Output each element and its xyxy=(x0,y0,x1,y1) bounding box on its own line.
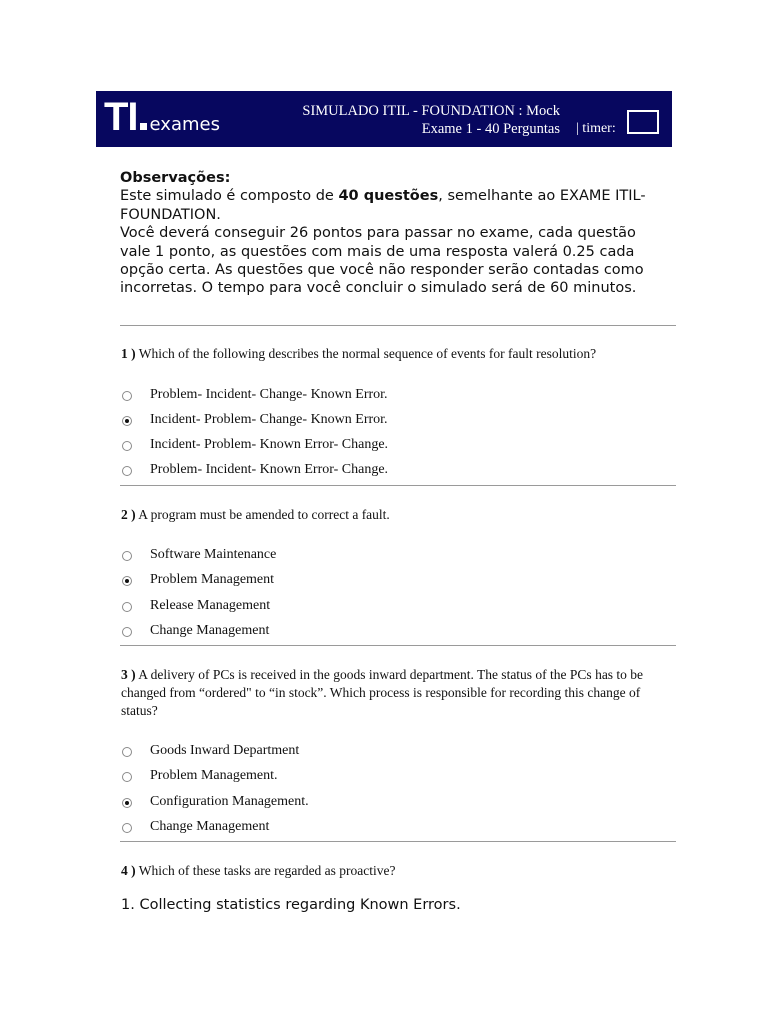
question-number: 4 ) xyxy=(121,863,136,878)
timer-label: | timer: xyxy=(576,121,616,136)
header-banner xyxy=(96,91,672,147)
option-label: Incident- Problem- Known Error- Change. xyxy=(150,437,389,452)
question-4-list-item: 1. Collecting statistics regarding Known Errors. xyxy=(121,897,461,913)
radio-button[interactable] xyxy=(122,441,132,451)
exam-title-line1: SIMULADO ITIL - FOUNDATION : Mock xyxy=(302,103,560,119)
observations-heading: Observações: xyxy=(120,170,231,186)
option-label: Problem- Incident- Change- Known Error. xyxy=(150,387,388,402)
option-label: Change Management xyxy=(150,819,270,834)
logo-dot xyxy=(140,123,147,130)
radio-button[interactable] xyxy=(122,627,132,637)
divider xyxy=(120,325,676,326)
observations-text-after: , semelhante ao EXAME ITIL-FOUNDATION. xyxy=(120,188,646,223)
question-number: 1 ) xyxy=(121,346,136,361)
timer-display xyxy=(627,110,659,134)
option-label: Problem Management xyxy=(150,572,275,587)
ti-exames-logo xyxy=(104,95,220,140)
option-label: Goods Inward Department xyxy=(150,743,300,758)
radio-button[interactable] xyxy=(122,747,132,757)
option-label: Problem Management. xyxy=(150,768,278,783)
question-3 xyxy=(121,666,661,720)
exam-title xyxy=(292,102,560,138)
observations-block xyxy=(120,169,660,298)
radio-button-selected[interactable] xyxy=(122,416,132,426)
radio-button[interactable] xyxy=(122,772,132,782)
option-label: Configuration Management. xyxy=(150,794,309,809)
radio-button[interactable] xyxy=(122,823,132,833)
option-label: Release Management xyxy=(150,598,271,613)
radio-button-selected[interactable] xyxy=(122,576,132,586)
question-number: 3 ) xyxy=(121,667,136,682)
question-text: Which of the following describes the normal sequence of events for fault resolution? xyxy=(138,346,597,361)
question-1 xyxy=(121,345,661,363)
observations-rules: Você deverá conseguir 26 pontos para passar no exame, cada questão vale 1 ponto, as questões com mais de uma resposta valerá 0.25 cada opção certa. As questões que você não responder serão contadas como incorretas. O tempo para você concluir o simulado será de 60 minutos. xyxy=(120,225,644,297)
exam-title-line2: Exame 1 - 40 Perguntas xyxy=(421,121,560,137)
radio-button[interactable] xyxy=(122,551,132,561)
radio-button[interactable] xyxy=(122,466,132,476)
question-text: Which of these tasks are regarded as proactive? xyxy=(138,863,396,878)
radio-button-selected[interactable] xyxy=(122,798,132,808)
question-text: A program must be amended to correct a fault. xyxy=(138,507,390,522)
divider xyxy=(120,841,676,842)
question-text: A delivery of PCs is received in the goods inward department. The status of the PCs has to be changed from “ordered" to “in stock”. Which process is responsible for recording this change of status? xyxy=(121,667,644,718)
logo-exames-text: exames xyxy=(149,114,220,135)
logo-ti-text: TI xyxy=(104,95,138,139)
observations-text-before: Este simulado é composto de xyxy=(120,188,339,205)
option-label: Change Management xyxy=(150,623,270,638)
radio-button[interactable] xyxy=(122,391,132,401)
option-label: Incident- Problem- Change- Known Error. xyxy=(150,412,388,427)
radio-button[interactable] xyxy=(122,602,132,612)
option-label: Software Maintenance xyxy=(150,547,277,562)
question-2 xyxy=(121,506,661,524)
observations-bold: 40 questões xyxy=(338,188,439,205)
divider xyxy=(120,485,676,486)
question-number: 2 ) xyxy=(121,507,136,522)
option-label: Problem- Incident- Known Error- Change. xyxy=(150,462,389,477)
question-4 xyxy=(121,862,661,880)
divider xyxy=(120,645,676,646)
observations-intro xyxy=(120,187,660,224)
